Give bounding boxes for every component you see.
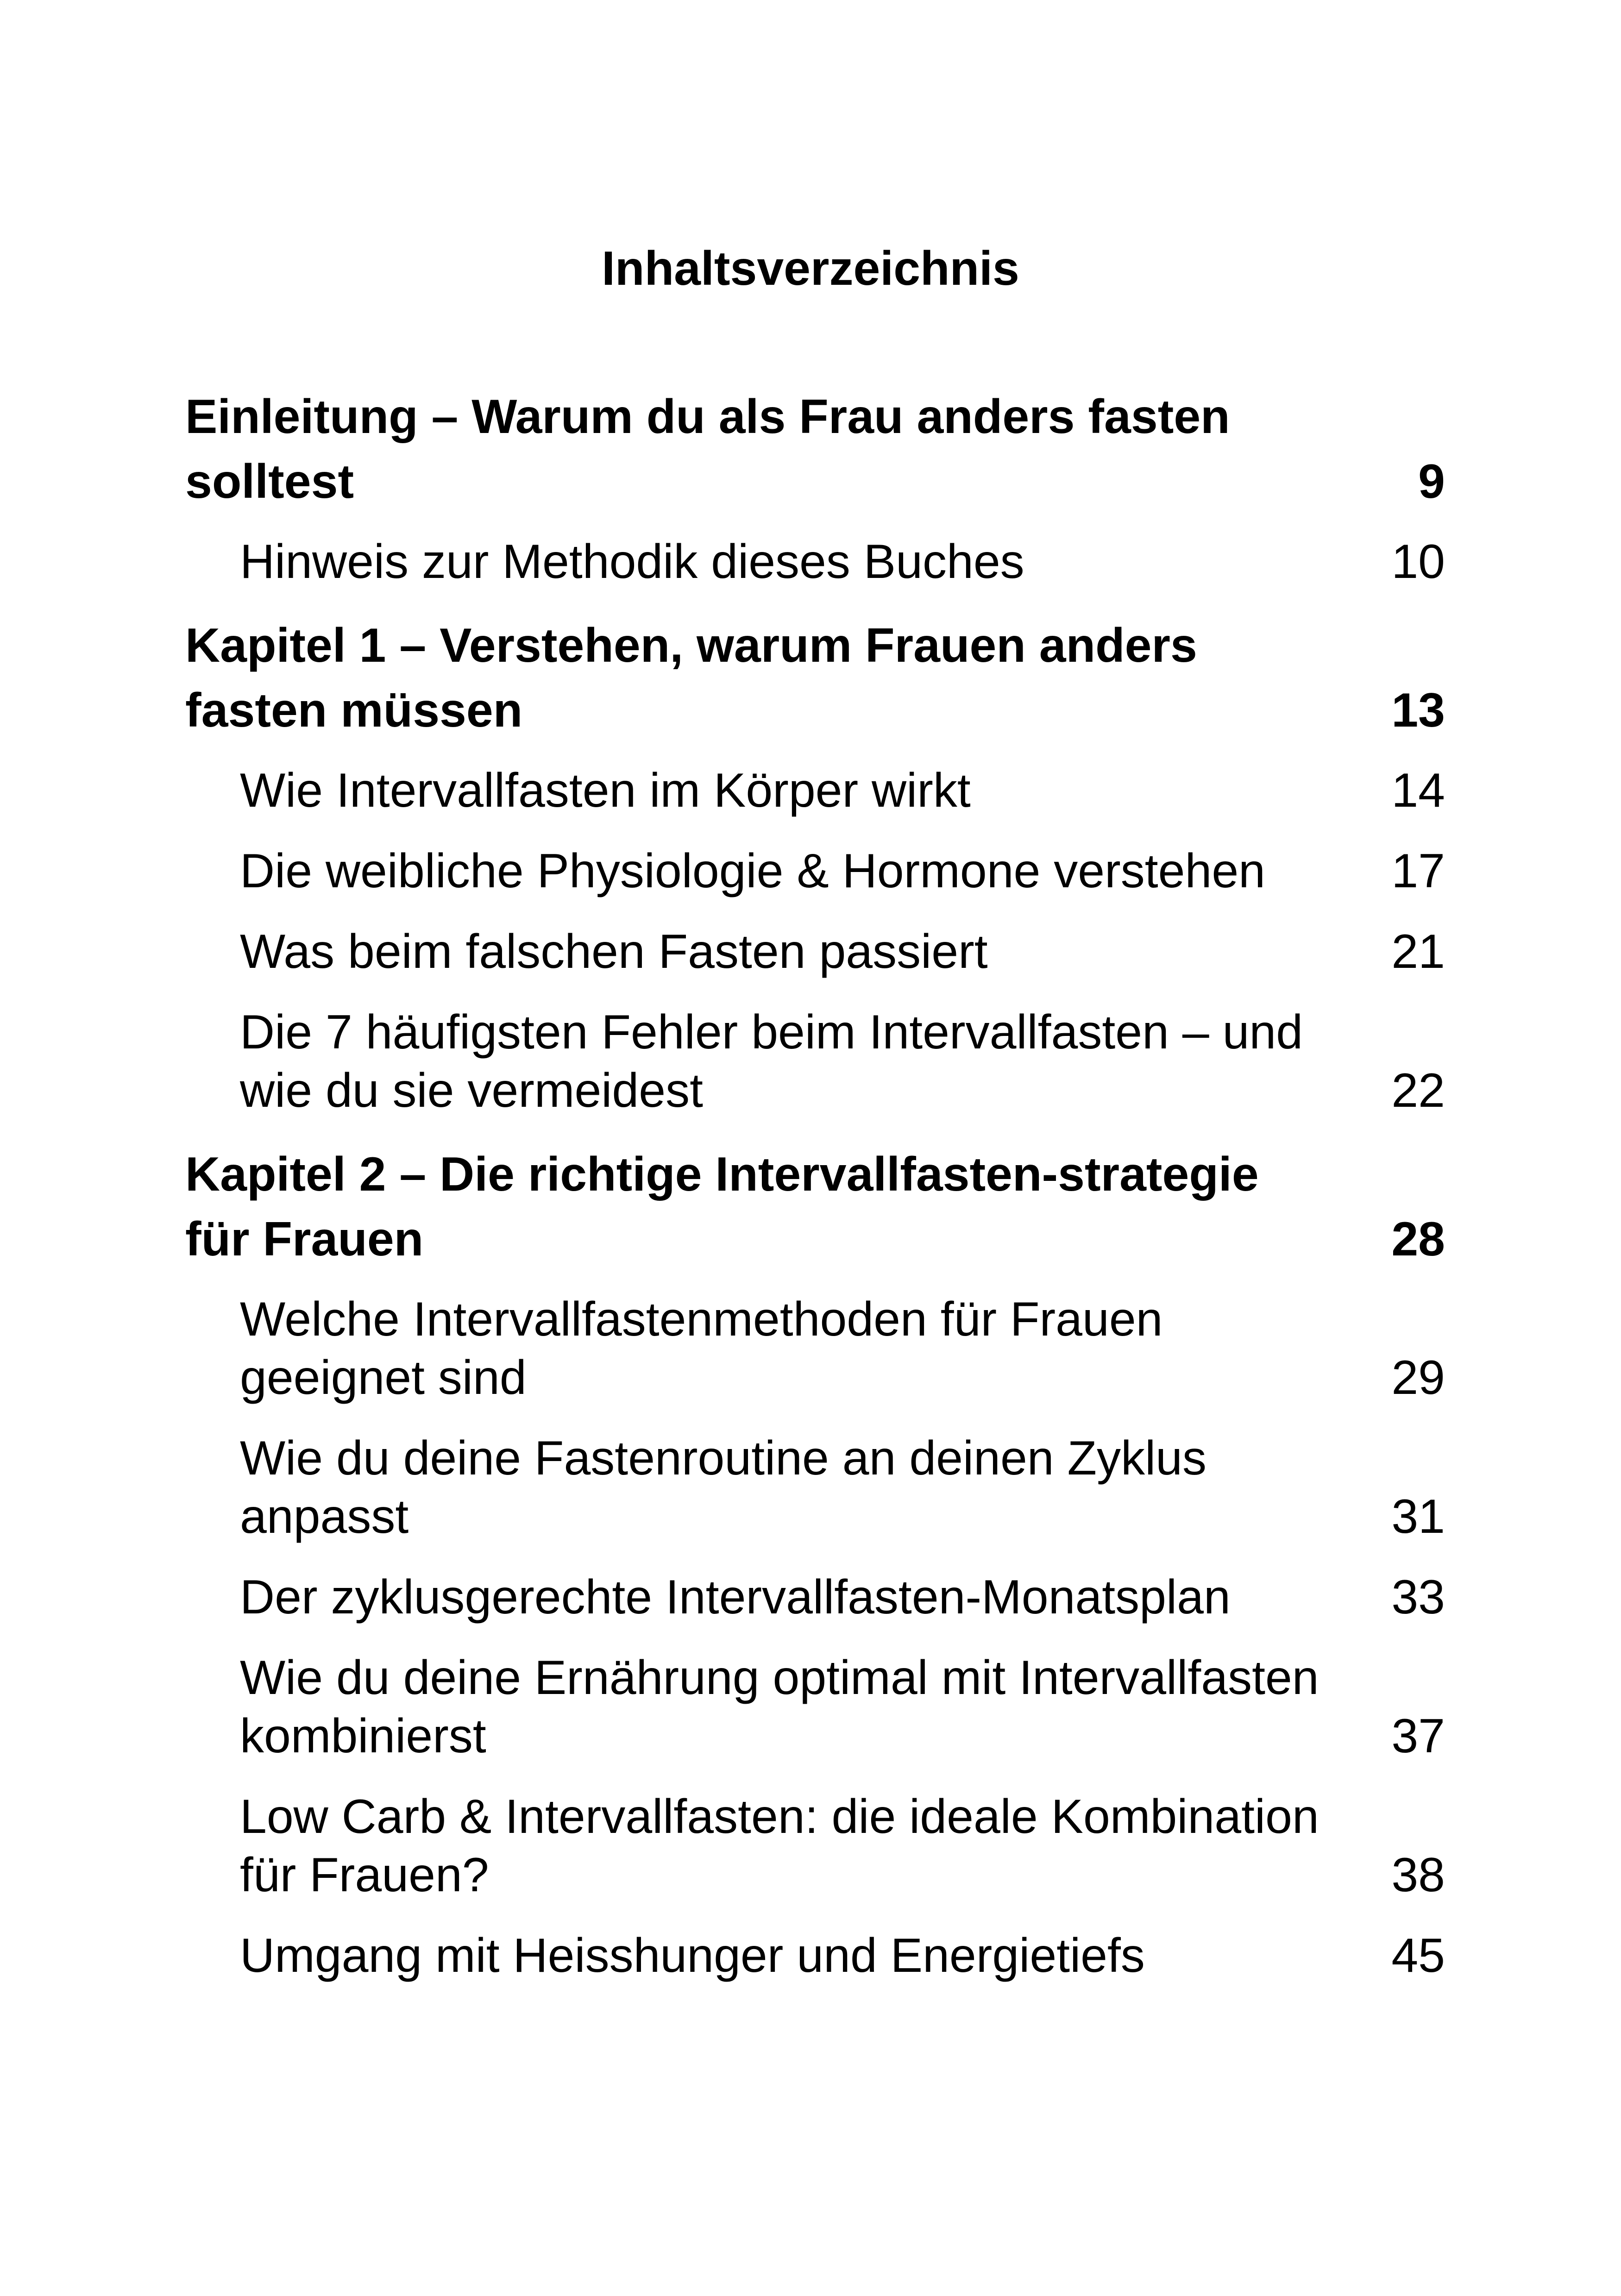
toc-page-number: 17 (1391, 844, 1445, 898)
toc-page-number: 29 (1391, 1351, 1445, 1405)
toc-section-entry[interactable] (185, 1290, 1445, 1429)
toc-section-entry[interactable] (185, 1649, 1445, 1788)
toc-entry-text: Der zyklusgerechte Intervallfasten-Monatsplan (240, 1570, 1231, 1624)
toc-entry-text: Umgang mit Heisshunger und Energietiefs (240, 1929, 1145, 1982)
toc-section-entry[interactable] (185, 761, 1445, 842)
toc-section-entry[interactable] (185, 842, 1445, 922)
toc-section-entry[interactable] (185, 533, 1445, 613)
toc-entry-text: Wie Intervallfasten im Körper wirkt (240, 764, 971, 817)
table-of-contents (185, 384, 1445, 2007)
toc-section-entry[interactable] (185, 1568, 1445, 1649)
toc-entry-text: solltest (185, 455, 354, 508)
toc-page-number: 31 (1391, 1490, 1445, 1543)
toc-entry-text: kombinierst (240, 1709, 486, 1763)
toc-page-number: 13 (1391, 684, 1445, 737)
toc-page-number: 38 (1391, 1848, 1445, 1902)
toc-entry-text: Low Carb & Intervallfasten: die ideale Kombination (240, 1790, 1319, 1844)
toc-chapter-entry[interactable] (185, 384, 1445, 533)
toc-entry-text: Die 7 häufigsten Fehler beim Intervallfasten – und (240, 1005, 1303, 1059)
toc-entry-text: Die weibliche Physiologie & Hormone verstehen (240, 844, 1266, 898)
toc-page-number: 33 (1391, 1570, 1445, 1624)
toc-entry-text: wie du sie vermeidest (240, 1064, 703, 1117)
toc-entry-text: anpasst (240, 1490, 409, 1543)
toc-section-entry[interactable] (185, 922, 1445, 1003)
toc-page-number: 45 (1391, 1929, 1445, 1982)
toc-section-entry[interactable] (185, 1788, 1445, 1926)
toc-entry-text: Welche Intervallfastenmethoden für Frauen (240, 1292, 1163, 1346)
toc-entry-text: Kapitel 1 – Verstehen, warum Frauen anders (185, 619, 1197, 672)
toc-entry-text: Wie du deine Ernährung optimal mit Intervallfasten (240, 1651, 1319, 1705)
toc-page-number: 37 (1391, 1709, 1445, 1763)
toc-entry-text: Einleitung – Warum du als Frau anders fasten (185, 390, 1230, 444)
toc-entry-text: für Frauen (185, 1212, 424, 1266)
toc-entry-text: für Frauen? (240, 1848, 489, 1902)
toc-entry-text: Wie du deine Fastenroutine an deinen Zyklus (240, 1431, 1207, 1485)
toc-page-number: 14 (1391, 764, 1445, 817)
toc-page-number: 22 (1391, 1064, 1445, 1117)
toc-entry-text: Hinweis zur Methodik dieses Buches (240, 535, 1024, 589)
toc-section-entry[interactable] (185, 1003, 1445, 1142)
toc-chapter-entry[interactable] (185, 613, 1445, 761)
toc-entry-text: Kapitel 2 – Die richtige Intervallfasten-strategie (185, 1148, 1259, 1201)
toc-entry-text: fasten müssen (185, 684, 523, 737)
toc-section-entry[interactable] (185, 1429, 1445, 1568)
toc-entry-text: geeignet sind (240, 1351, 527, 1405)
toc-page-number: 28 (1391, 1212, 1445, 1266)
toc-entry-text: Was beim falschen Fasten passiert (240, 925, 988, 979)
toc-page-number: 10 (1391, 535, 1445, 589)
toc-page-number: 9 (1418, 455, 1445, 508)
toc-page-number: 21 (1391, 925, 1445, 979)
toc-chapter-entry[interactable] (185, 1142, 1445, 1290)
toc-title: Inhaltsverzeichnis (602, 242, 1019, 295)
toc-section-entry[interactable] (185, 1926, 1445, 2007)
